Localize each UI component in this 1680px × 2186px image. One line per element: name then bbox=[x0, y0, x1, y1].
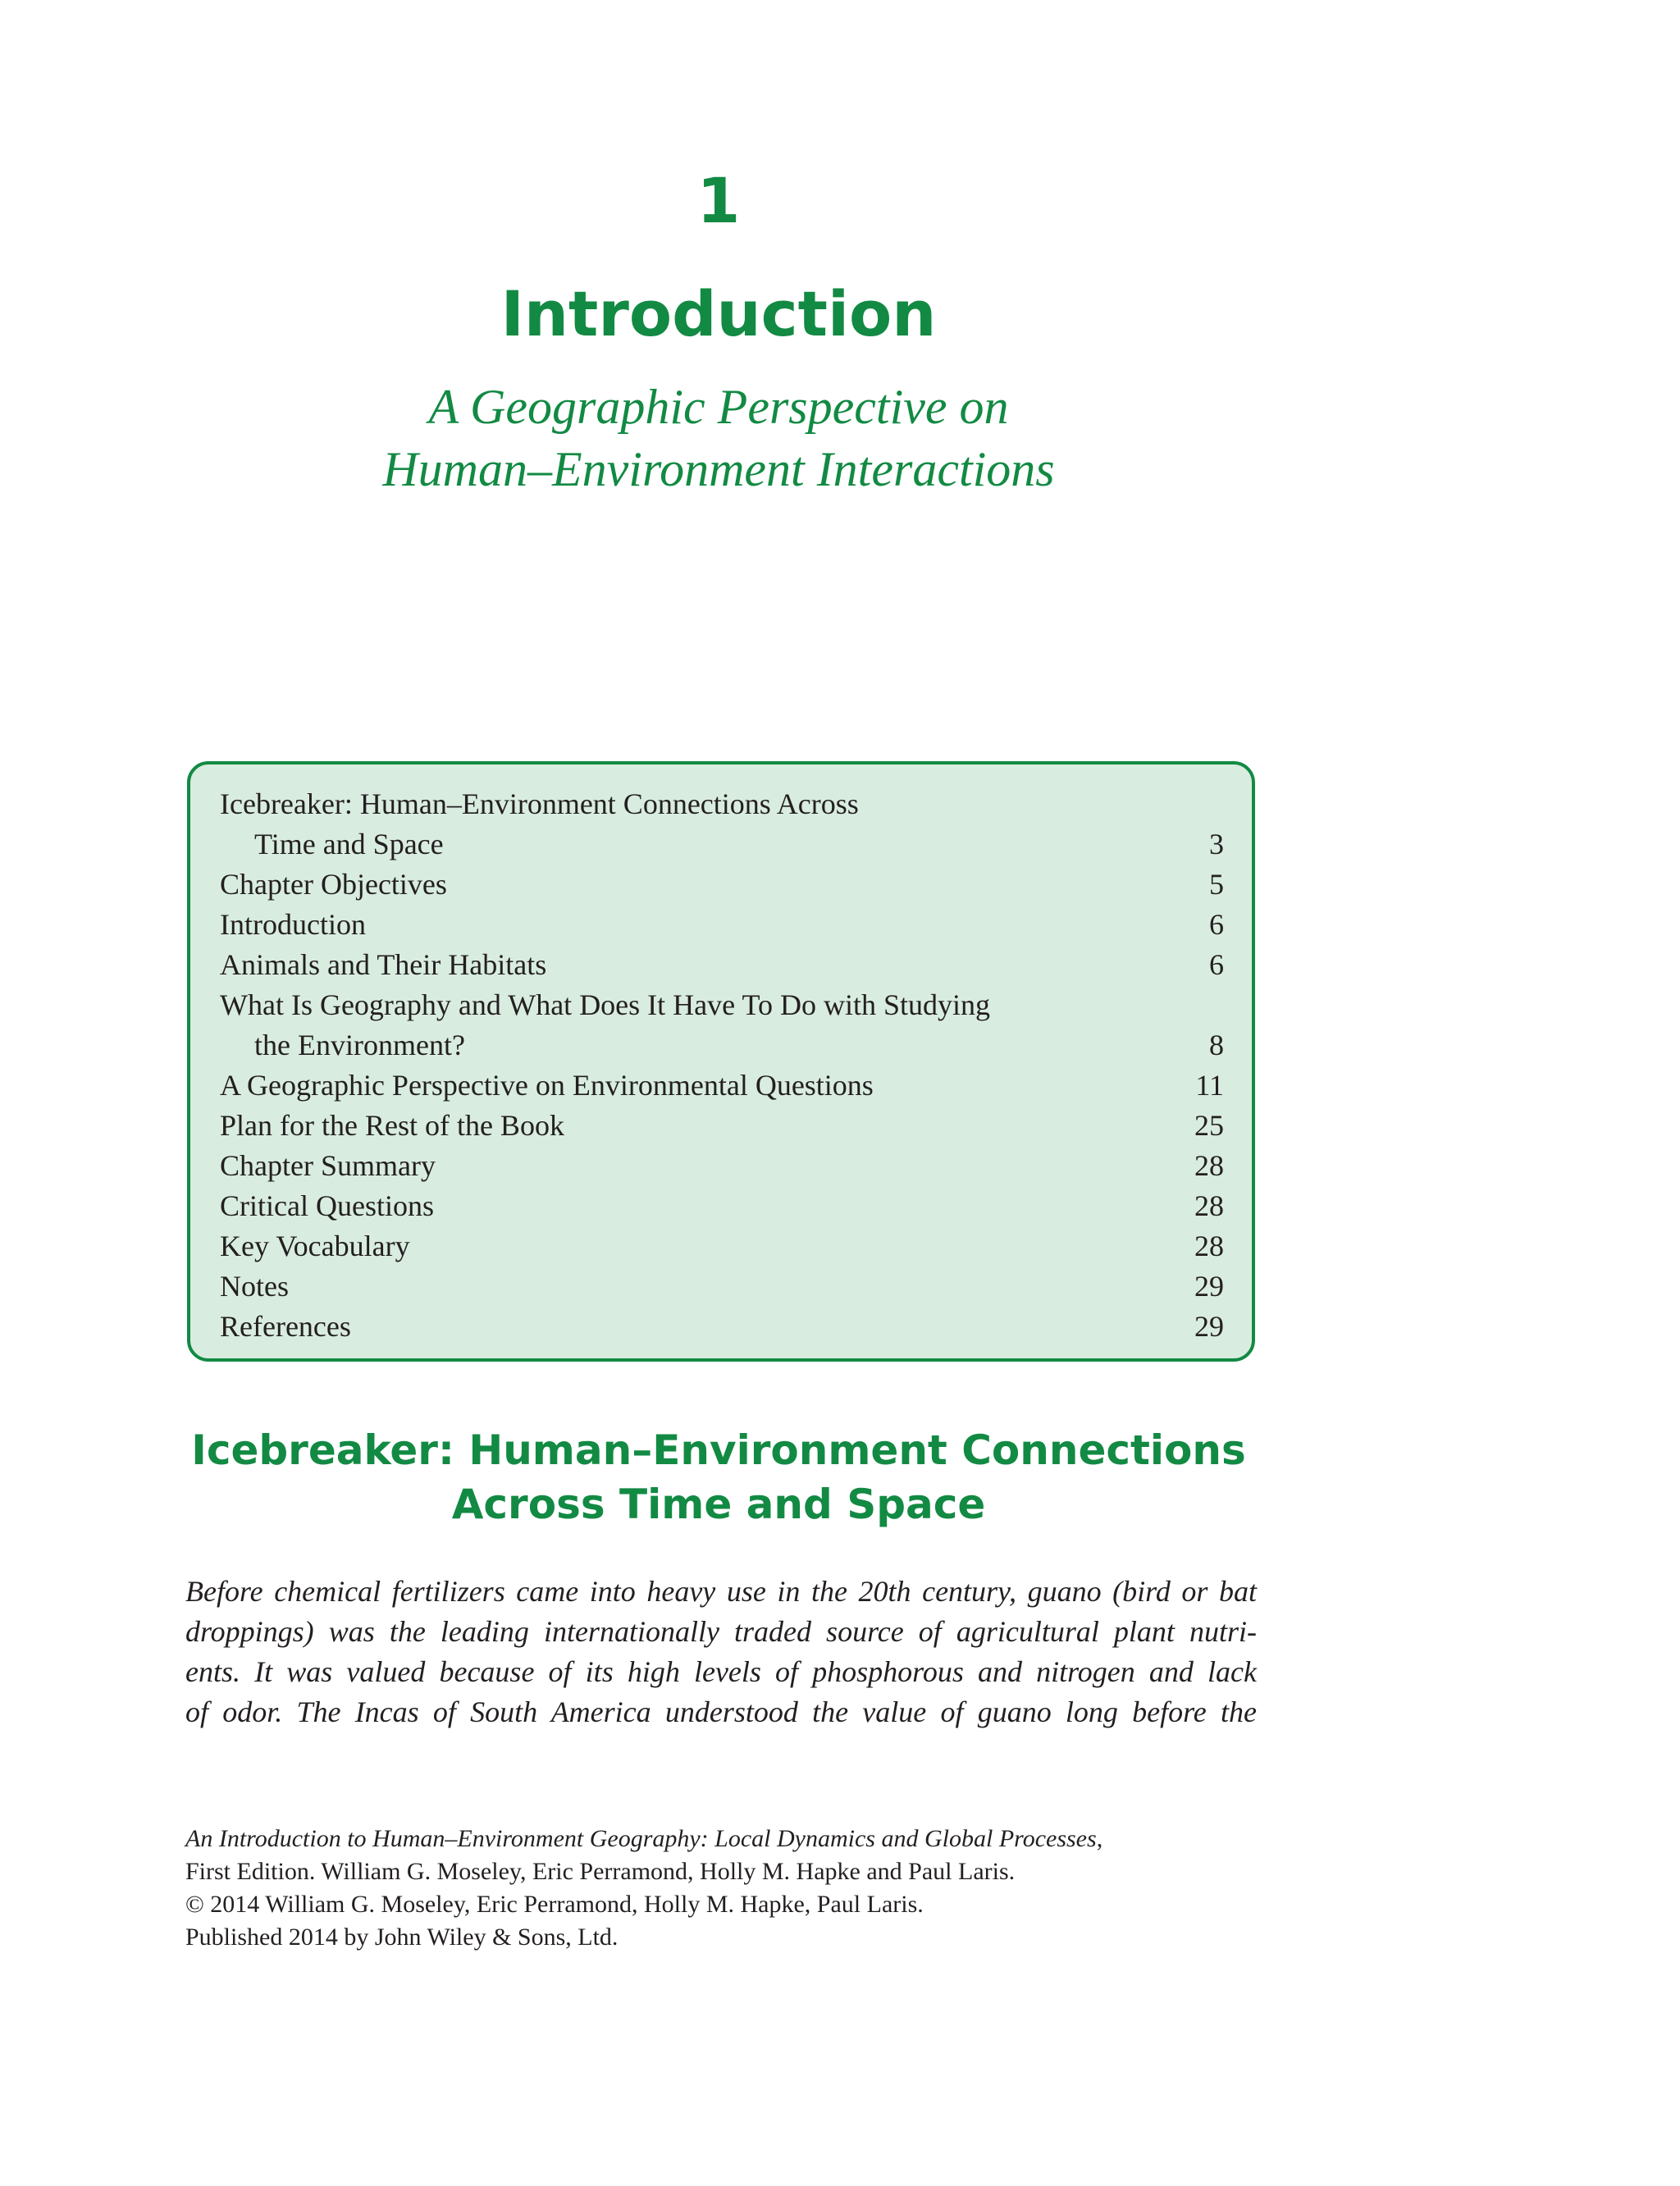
toc-entry-title: Chapter Summary bbox=[220, 1149, 436, 1182]
body-line: of odor. The Incas of South America understood the value of guano long before the bbox=[185, 1695, 1257, 1728]
footer-book-title-suffix: , bbox=[1096, 1825, 1103, 1852]
toc-entry-title: Introduction bbox=[220, 908, 366, 941]
chapter-subtitle-line-2: Human–Environment Interactions bbox=[382, 442, 1055, 496]
toc-entry-page: 6 bbox=[1209, 908, 1224, 941]
toc-entry-title: Animals and Their Habitats bbox=[220, 948, 547, 981]
toc-entry-page: 28 bbox=[1194, 1189, 1224, 1222]
toc-entry bbox=[220, 1066, 1224, 1106]
toc-entry bbox=[220, 945, 1224, 985]
toc-entry-title: Key Vocabulary bbox=[220, 1230, 410, 1262]
chapter-title: Introduction bbox=[500, 277, 937, 350]
toc-entry-page: 3 bbox=[1209, 828, 1224, 860]
toc-entry bbox=[220, 1266, 1224, 1307]
chapter-subtitle-line-1: A Geographic Perspective on bbox=[428, 380, 1009, 434]
toc-entry-page: 28 bbox=[1194, 1230, 1224, 1262]
footer-book-title: An Introduction to Human–Environment Geography: Local Dynamics and Global Processes bbox=[185, 1825, 1097, 1852]
toc-entry-title: Plan for the Rest of the Book bbox=[220, 1109, 564, 1142]
toc-entry-title: References bbox=[220, 1310, 351, 1343]
body-line: droppings) was the leading internationally traded source of agricultural plant nutri- bbox=[185, 1615, 1257, 1648]
toc-entry bbox=[220, 1226, 1224, 1266]
toc-entry bbox=[220, 1106, 1224, 1146]
toc-entry bbox=[220, 905, 1224, 945]
toc-entry-title: Chapter Objectives bbox=[220, 868, 447, 901]
body-line: ents. It was valued because of its high levels of phosphorous and nitrogen and lack bbox=[185, 1655, 1257, 1688]
section-heading-line-2: Across Time and Space bbox=[451, 1481, 986, 1528]
toc-entry-title: What Is Geography and What Does It Have To Do with Studying bbox=[220, 988, 990, 1021]
section-heading bbox=[0, 1423, 1437, 1531]
chapter-subtitle bbox=[0, 376, 1437, 500]
toc-entry-title: Icebreaker: Human–Environment Connections Across bbox=[220, 787, 859, 820]
chapter-number: 1 bbox=[696, 164, 741, 237]
toc-entry-title: Critical Questions bbox=[220, 1189, 434, 1222]
toc-entry-continued bbox=[220, 824, 1224, 865]
toc-entry-page: 8 bbox=[1209, 1029, 1224, 1061]
toc-entry bbox=[220, 784, 1224, 824]
footer-copyright-line: © 2014 William G. Moseley, Eric Perramond, Holly M. Hapke, Paul Laris. bbox=[185, 1891, 924, 1918]
toc-entry-title: Notes bbox=[220, 1270, 289, 1303]
toc-entry bbox=[220, 1146, 1224, 1186]
footer-book-title-line bbox=[185, 1823, 1268, 1855]
toc-entry-title: A Geographic Perspective on Environmental Questions bbox=[220, 1069, 874, 1102]
chapter-contents-box bbox=[187, 761, 1255, 1362]
toc-entry-title-continued: Time and Space bbox=[254, 828, 444, 860]
toc-entry bbox=[220, 985, 1224, 1025]
toc-entry-page: 29 bbox=[1194, 1310, 1224, 1343]
copyright-footer bbox=[185, 1823, 1268, 1954]
toc-entry-page: 28 bbox=[1194, 1149, 1224, 1182]
toc-entry-page: 25 bbox=[1194, 1109, 1224, 1142]
footer-publisher-line: Published 2014 by John Wiley & Sons, Ltd. bbox=[185, 1924, 619, 1951]
section-heading-line-1: Icebreaker: Human–Environment Connections bbox=[191, 1426, 1246, 1474]
toc-entry-page: 5 bbox=[1209, 868, 1224, 901]
toc-entry bbox=[220, 865, 1224, 905]
body-paragraph bbox=[185, 1572, 1257, 1732]
toc-entry-page: 29 bbox=[1194, 1270, 1224, 1303]
body-line: Before chemical fertilizers came into heavy use in the 20th century, guano (bird or bat bbox=[185, 1575, 1257, 1608]
toc-entry bbox=[220, 1307, 1224, 1347]
toc-entry-page: 6 bbox=[1209, 948, 1224, 981]
toc-entry-title-continued: the Environment? bbox=[254, 1029, 465, 1061]
toc-entry-page: 11 bbox=[1195, 1069, 1224, 1102]
footer-edition-line: First Edition. William G. Moseley, Eric Perramond, Holly M. Hapke and Paul Laris. bbox=[185, 1858, 1016, 1885]
toc-entry-continued bbox=[220, 1025, 1224, 1066]
toc-entry bbox=[220, 1186, 1224, 1226]
